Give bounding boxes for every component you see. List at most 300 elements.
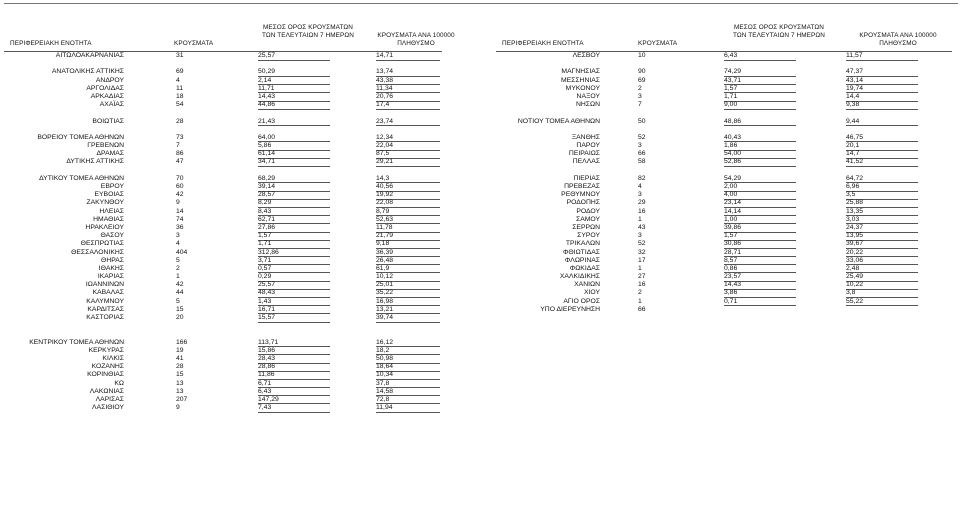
cases-cell: 2 <box>176 264 180 272</box>
cases-cell: 16 <box>638 207 646 215</box>
table-row <box>4 404 454 412</box>
per100k-cell: 22,08 <box>376 199 440 208</box>
cases-cell: 42 <box>176 191 184 199</box>
per100k-cell: 3,03 <box>846 216 918 225</box>
avg7-cell: 27,86 <box>258 224 330 233</box>
cases-cell: 7 <box>176 142 180 150</box>
per100k-cell: 41,52 <box>846 158 918 167</box>
region-cell: ΑΡΓΟΛΙΔΑΣ <box>86 84 124 92</box>
table-row <box>4 339 454 347</box>
region-cell: ΚΑΒΑΛΑΣ <box>92 289 124 297</box>
cases-cell: 66 <box>638 305 646 313</box>
avg7-cell: 2,14 <box>258 77 330 86</box>
avg7-cell: 6,43 <box>258 388 330 397</box>
table-row <box>496 191 956 199</box>
table-row <box>4 150 454 158</box>
region-cell: ΙΚΑΡΙΑΣ <box>97 273 124 281</box>
cases-cell: 42 <box>176 281 184 289</box>
cases-cell: 19 <box>176 346 184 354</box>
cases-cell: 41 <box>176 354 184 362</box>
cases-cell: 69 <box>176 68 184 76</box>
per100k-cell: 43,14 <box>846 77 918 86</box>
region-cell: ΤΡΙΚΑΛΩΝ <box>565 240 600 248</box>
avg7-cell: 113,71 <box>258 339 330 348</box>
spacer-row <box>4 60 454 68</box>
cases-cell: 7 <box>638 101 642 109</box>
avg7-cell: 28,86 <box>258 363 330 372</box>
avg7-cell: 14,43 <box>258 93 330 102</box>
avg7-cell: 4,00 <box>724 191 796 200</box>
cases-cell: 2 <box>638 84 642 92</box>
region-cell: ΚΕΝΤΡΙΚΟΥ ΤΟΜΕΑ ΑΘΗΝΩΝ <box>29 338 124 346</box>
cases-cell: 11 <box>176 84 184 92</box>
per100k-cell: 10,12 <box>376 273 440 282</box>
region-cell: ΛΑΡΙΣΑΣ <box>95 395 124 403</box>
cases-cell: 66 <box>638 150 646 158</box>
avg7-cell: 6,71 <box>258 380 330 389</box>
table-row <box>4 265 454 273</box>
cases-cell: 58 <box>638 158 646 166</box>
avg7-cell: 1,71 <box>258 240 330 249</box>
table-row <box>496 281 956 289</box>
avg7-cell: 21,43 <box>258 118 330 127</box>
per100k-cell: 29,21 <box>376 158 440 167</box>
region-cell: ΣΕΡΡΩΝ <box>572 223 600 231</box>
avg7-cell: 50,29 <box>258 68 330 77</box>
avg7-cell: 28,71 <box>724 249 796 258</box>
table-row <box>4 281 454 289</box>
region-cell: ΝΑΞΟΥ <box>576 92 600 100</box>
per100k-cell: 37,8 <box>376 380 440 389</box>
cases-cell: 13 <box>176 387 184 395</box>
avg7-cell: 14,43 <box>724 281 796 290</box>
per100k-cell: 14,4 <box>846 93 918 102</box>
avg7-cell: 48,43 <box>258 289 330 298</box>
cases-cell: 14 <box>176 207 184 215</box>
cases-cell: 44 <box>176 289 184 297</box>
region-cell: ΗΡΑΚΛΕΙΟΥ <box>85 223 124 231</box>
avg7-cell: 34,71 <box>258 158 330 167</box>
header-cases: ΚΡΟΥΣΜΑΤΑ <box>174 40 214 47</box>
header-per100k: ΚΡΟΥΣΜΑΤΑ ΑΝΑ 100000 ΠΛΗΘΥΣΜΟ <box>859 32 937 47</box>
per100k-cell: 14,3 <box>376 175 440 184</box>
per100k-cell: 72,8 <box>376 396 440 405</box>
region-cell: ΕΒΡΟΥ <box>100 183 124 190</box>
cases-cell: 20 <box>176 314 184 321</box>
per100k-cell: 11,94 <box>376 404 440 413</box>
cases-cell: 70 <box>176 174 184 182</box>
per100k-cell: 47,37 <box>846 68 918 77</box>
table-row <box>4 273 454 281</box>
table-row <box>4 118 454 126</box>
cases-cell: 13 <box>176 379 184 387</box>
right-table-header <box>496 0 956 50</box>
cases-cell: 2 <box>638 289 642 297</box>
per100k-cell: 25,88 <box>846 199 918 208</box>
region-cell: ΘΗΡΑΣ <box>101 256 124 264</box>
cases-cell: 3 <box>638 232 642 240</box>
cases-cell: 54 <box>176 101 184 109</box>
cases-cell: 29 <box>638 199 646 207</box>
table-row <box>4 101 454 109</box>
cases-cell: 27 <box>638 273 646 281</box>
per100k-cell: 20,22 <box>846 249 918 258</box>
avg7-cell: 30,86 <box>724 240 796 249</box>
per100k-cell: 3,8 <box>846 289 918 298</box>
cases-cell: 1 <box>638 264 642 272</box>
table-row <box>4 199 454 207</box>
table-row <box>4 347 454 355</box>
avg7-cell: 52,86 <box>724 158 796 167</box>
avg7-cell: 0,29 <box>258 273 330 282</box>
avg7-cell: 1,57 <box>724 85 796 94</box>
right-table-body <box>496 52 956 314</box>
table-row <box>496 77 956 85</box>
per100k-cell: 39,67 <box>846 240 918 249</box>
avg7-cell: 48,86 <box>724 118 796 127</box>
avg7-cell: 11,86 <box>258 371 330 380</box>
per100k-cell: 13,74 <box>376 68 440 77</box>
region-cell: ΠΕΙΡΑΙΩΣ <box>568 150 600 158</box>
per100k-cell: 16,98 <box>376 298 440 307</box>
region-cell: ΚΟΡΙΝΘΙΑΣ <box>87 371 124 379</box>
per100k-cell: 13,95 <box>846 232 918 241</box>
cases-cell: 4 <box>176 76 180 84</box>
per100k-cell: 46,75 <box>846 134 918 143</box>
spacer-row <box>496 126 956 134</box>
table-row <box>4 388 454 396</box>
cases-cell: 36 <box>176 223 184 231</box>
region-cell: ΙΩΑΝΝΙΝΩΝ <box>85 281 124 289</box>
table-row <box>496 273 956 281</box>
cases-cell: 3 <box>638 142 642 150</box>
cases-cell: 15 <box>176 305 184 313</box>
cases-cell: 50 <box>638 117 646 125</box>
region-cell: ΡΟΔΟΠΗΣ <box>566 199 600 207</box>
per100k-cell: 35,22 <box>376 289 440 298</box>
region-cell: ΑΡΚΑΔΙΑΣ <box>90 92 124 100</box>
table-row <box>4 191 454 199</box>
cases-cell: 15 <box>176 371 184 379</box>
per100k-cell: 14,7 <box>846 150 918 159</box>
per100k-cell: 40,56 <box>376 183 440 192</box>
table-row <box>4 298 454 306</box>
header-avg7: ΜΕΣΟΣ ΟΡΟΣ ΚΡΟΥΣΜΑΤΩΝ ΤΩΝ ΤΕΛΕΥΤΑΙΩΝ 7 ΗΜΕΡΩΝ <box>733 24 825 39</box>
region-cell: ΚΙΛΚΙΣ <box>102 354 124 362</box>
table-row <box>496 232 956 240</box>
table-row <box>4 85 454 93</box>
left-table-header <box>4 0 454 50</box>
spacer-row <box>4 167 454 175</box>
per100k-cell: 18,2 <box>376 347 440 356</box>
table-row <box>4 142 454 150</box>
per100k-cell: 20,76 <box>376 93 440 102</box>
region-cell: ΜΑΓΝΗΣΙΑΣ <box>561 68 600 76</box>
region-cell: ΚΕΡΚΥΡΑΣ <box>88 346 124 354</box>
per100k-cell: 9,44 <box>846 118 918 127</box>
avg7-cell: 0,86 <box>724 265 796 274</box>
table-row <box>496 150 956 158</box>
cases-cell: 52 <box>638 133 646 141</box>
region-cell: ΠΙΕΡΙΑΣ <box>573 174 600 182</box>
region-cell: ΣΑΜΟΥ <box>576 215 600 223</box>
per100k-cell: 12,34 <box>376 134 440 143</box>
region-cell: ΑΝΔΡΟΥ <box>95 76 124 84</box>
cases-cell: 86 <box>176 150 184 158</box>
avg7-cell: 1,57 <box>258 232 330 241</box>
region-cell: ΧΑΝΙΩΝ <box>574 281 600 289</box>
table-row <box>496 101 956 109</box>
table-row <box>496 224 956 232</box>
table-row <box>4 371 454 379</box>
cases-cell: 9 <box>176 199 180 207</box>
region-cell: ΣΥΡΟΥ <box>577 232 600 240</box>
region-cell: ΦΩΚΙΔΑΣ <box>569 264 600 272</box>
cases-cell: 28 <box>176 363 184 371</box>
per100k-cell: 39,74 <box>376 314 440 323</box>
table-row <box>496 183 956 191</box>
region-cell: ΙΘΑΚΗΣ <box>98 264 124 272</box>
per100k-cell: 2,48 <box>846 265 918 274</box>
region-cell: ΦΛΩΡΙΝΑΣ <box>564 256 600 264</box>
avg7-cell: 1,00 <box>724 216 796 225</box>
per100k-cell: 10,34 <box>376 371 440 380</box>
avg7-cell: 14,14 <box>724 208 796 217</box>
table-row <box>4 306 454 314</box>
avg7-cell: 15,86 <box>258 347 330 356</box>
table-row <box>4 158 454 166</box>
per100k-cell: 61,9 <box>376 265 440 274</box>
spacer-row <box>496 60 956 68</box>
per100k-cell: 14,71 <box>376 52 440 61</box>
avg7-cell: 3,71 <box>258 257 330 266</box>
region-cell: ΛΕΣΒΟΥ <box>572 52 600 59</box>
region-cell: ΔΥΤΙΚΗΣ ΑΤΤΙΚΗΣ <box>66 158 124 166</box>
per100k-cell: 9,38 <box>846 101 918 110</box>
table-row <box>4 257 454 265</box>
cases-cell: 9 <box>176 404 180 412</box>
region-cell: ΧΙΟΥ <box>583 289 600 297</box>
region-cell: ΔΥΤΙΚΟΥ ΤΟΜΕΑ ΑΘΗΝΩΝ <box>39 174 124 182</box>
header-region: ΠΕΡΙΦΕΡΕΙΑΚΗ ΕΝΟΤΗΤΑ <box>10 40 92 47</box>
avg7-cell: 1,57 <box>724 232 796 241</box>
region-cell: ΗΜΑΘΙΑΣ <box>93 215 124 223</box>
region-cell: ΕΥΒΟΙΑΣ <box>94 191 124 199</box>
table-row <box>496 289 956 297</box>
avg7-cell: 11,71 <box>258 85 330 94</box>
region-cell: ΑΧΑΪΑΣ <box>99 101 124 109</box>
region-cell: ΚΑΛΥΜΝΟΥ <box>86 297 124 305</box>
per100k-cell: 87,5 <box>376 150 440 159</box>
avg7-cell: 6,43 <box>724 52 796 61</box>
table-row <box>496 158 956 166</box>
region-cell: ΚΟΖΑΝΗΣ <box>91 363 124 371</box>
region-cell: ΜΥΚΟΝΟΥ <box>565 84 600 92</box>
per100k-cell: 8,79 <box>376 208 440 217</box>
region-cell: ΚΩ <box>114 379 124 387</box>
cases-cell: 69 <box>638 76 646 84</box>
cases-cell: 18 <box>176 92 184 100</box>
cases-cell: 207 <box>176 395 188 403</box>
region-cell: ΒΟΡΕΙΟΥ ΤΟΜΕΑ ΑΘΗΝΩΝ <box>37 133 124 141</box>
table-row <box>4 396 454 404</box>
per100k-cell: 13,21 <box>376 306 440 315</box>
cases-cell: 16 <box>638 281 646 289</box>
table-row <box>4 208 454 216</box>
cases-cell: 74 <box>176 215 184 223</box>
table-row <box>496 240 956 248</box>
per100k-cell: 64,72 <box>846 175 918 184</box>
table-row <box>496 216 956 224</box>
cases-cell: 404 <box>176 248 188 256</box>
left-table-body <box>4 52 454 412</box>
table-row <box>4 289 454 297</box>
per100k-cell: 19,92 <box>376 191 440 200</box>
table-row <box>4 363 454 371</box>
region-cell: ΡΟΔΟΥ <box>576 207 600 215</box>
table-row <box>4 134 454 142</box>
table-row <box>4 183 454 191</box>
cases-cell: 90 <box>638 68 646 76</box>
region-cell: ΖΑΚΥΝΘΟΥ <box>86 199 124 207</box>
per100k-cell: 23,74 <box>376 118 440 127</box>
per100k-cell: 3,5 <box>846 191 918 200</box>
region-cell: ΑΙΤΩΛΟΑΚΑΡΝΑΝΙΑΣ <box>55 52 124 59</box>
per100k-cell: 26,48 <box>376 257 440 266</box>
per100k-cell: 13,35 <box>846 208 918 217</box>
table-row <box>4 355 454 363</box>
avg7-cell: 54,00 <box>724 150 796 159</box>
per100k-cell: 11,57 <box>846 52 918 61</box>
per100k-cell: 52,63 <box>376 216 440 225</box>
avg7-cell: 8,43 <box>258 208 330 217</box>
avg7-cell: 1,71 <box>724 93 796 102</box>
table-row <box>4 216 454 224</box>
region-cell: ΞΑΝΘΗΣ <box>571 133 600 141</box>
avg7-cell: 0,71 <box>724 298 796 307</box>
spacer-row <box>496 109 956 117</box>
per100k-cell: 16,12 <box>376 339 440 348</box>
avg7-cell: 61,14 <box>258 150 330 159</box>
region-cell: ΘΕΣΣΑΛΟΝΙΚΗΣ <box>71 248 124 256</box>
cases-cell: 3 <box>638 191 642 199</box>
avg7-cell: 1,86 <box>724 142 796 151</box>
table-row <box>496 298 956 306</box>
table-row <box>4 380 454 388</box>
spacer-row <box>4 126 454 134</box>
region-cell: ΛΑΣΙΘΙΟΥ <box>92 404 124 412</box>
cases-cell: 5 <box>176 256 180 264</box>
per100k-cell: 24,37 <box>846 224 918 233</box>
per100k-cell: 25,49 <box>846 273 918 282</box>
table-row <box>4 232 454 240</box>
cases-cell: 31 <box>176 52 184 59</box>
per100k-cell: 25,01 <box>376 281 440 290</box>
header-region: ΠΕΡΙΦΕΡΕΙΑΚΗ ΕΝΟΤΗΤΑ <box>502 40 584 47</box>
avg7-cell: 8,57 <box>724 257 796 266</box>
avg7-cell: 1,43 <box>258 298 330 307</box>
region-cell: ΠΡΕΒΕΖΑΣ <box>564 183 600 190</box>
header-per100k: ΚΡΟΥΣΜΑΤΑ ΑΝΑ 100000 ΠΛΗΘΥΣΜΟ <box>377 32 455 47</box>
per100k-cell: 11,78 <box>376 224 440 233</box>
per100k-cell: 33,06 <box>846 257 918 266</box>
cases-cell: 166 <box>176 338 188 346</box>
header-cases: ΚΡΟΥΣΜΑΤΑ <box>638 40 678 47</box>
per100k-cell: 21,79 <box>376 232 440 241</box>
region-cell: ΝΟΤΙΟΥ ΤΟΜΕΑ ΑΘΗΝΩΝ <box>517 117 600 125</box>
avg7-cell: 5,86 <box>258 142 330 151</box>
per100k-cell: 50,98 <box>376 355 440 364</box>
header-avg7: ΜΕΣΟΣ ΟΡΟΣ ΚΡΟΥΣΜΑΤΩΝ ΤΩΝ ΤΕΛΕΥΤΑΙΩΝ 7 ΗΜΕΡΩΝ <box>262 24 354 39</box>
avg7-cell: 39,86 <box>724 224 796 233</box>
table-row <box>496 142 956 150</box>
avg7-cell: 9,00 <box>724 101 796 110</box>
cases-cell: 10 <box>638 52 646 59</box>
per100k-cell: 20,1 <box>846 142 918 151</box>
cases-cell: 4 <box>638 183 642 190</box>
table-row <box>4 224 454 232</box>
per100k-cell: 11,34 <box>376 85 440 94</box>
region-cell: ΚΑΡΔΙΤΣΑΣ <box>87 305 124 313</box>
table-row <box>496 249 956 257</box>
avg7-cell: 8,29 <box>258 199 330 208</box>
region-cell: ΜΕΣΣΗΝΙΑΣ <box>560 76 600 84</box>
table-row <box>496 265 956 273</box>
region-cell: ΒΟΙΩΤΙΑΣ <box>92 117 124 125</box>
avg7-cell: 7,43 <box>258 404 330 413</box>
region-cell: ΧΑΛΚΙΔΙΚΗΣ <box>559 273 600 281</box>
table-row <box>496 306 956 314</box>
per100k-cell: 6,96 <box>846 183 918 192</box>
region-cell: ΘΕΣΠΡΩΤΙΑΣ <box>80 240 124 248</box>
region-cell: ΝΗΣΩΝ <box>575 101 600 109</box>
avg7-cell: 28,43 <box>258 355 330 364</box>
avg7-cell: 39,14 <box>258 183 330 192</box>
cases-cell: 73 <box>176 133 184 141</box>
avg7-cell: 64,00 <box>258 134 330 143</box>
spacer-row <box>4 330 454 338</box>
cases-cell: 5 <box>176 297 180 305</box>
table-row <box>496 134 956 142</box>
region-cell: ΚΑΣΤΟΡΙΑΣ <box>86 314 124 321</box>
table-row <box>4 68 454 76</box>
region-cell: ΡΕΘΥΜΝΟΥ <box>561 191 600 199</box>
avg7-cell: 74,29 <box>724 68 796 77</box>
per100k-cell: 19,74 <box>846 85 918 94</box>
cases-cell: 4 <box>176 240 180 248</box>
avg7-cell: 40,43 <box>724 134 796 143</box>
table-row <box>4 240 454 248</box>
cases-cell: 28 <box>176 117 184 125</box>
cases-cell: 32 <box>638 248 646 256</box>
table-row <box>4 314 454 322</box>
table-row <box>496 52 956 60</box>
per100k-cell: 9,18 <box>376 240 440 249</box>
avg7-cell: 312,86 <box>258 249 330 258</box>
avg7-cell: 68,29 <box>258 175 330 184</box>
table-row <box>496 85 956 93</box>
table-row <box>496 257 956 265</box>
spacer-row <box>496 167 956 175</box>
avg7-cell: 43,71 <box>724 77 796 86</box>
table-row <box>4 175 454 183</box>
per100k-cell: 36,39 <box>376 249 440 258</box>
region-cell: ΔΡΑΜΑΣ <box>96 150 124 158</box>
region-cell: ΘΑΣΟΥ <box>100 232 124 240</box>
cases-cell: 1 <box>638 215 642 223</box>
region-cell: ΑΝΑΤΟΛΙΚΗΣ ΑΤΤΙΚΗΣ <box>51 68 124 76</box>
avg7-cell: 62,71 <box>258 216 330 225</box>
